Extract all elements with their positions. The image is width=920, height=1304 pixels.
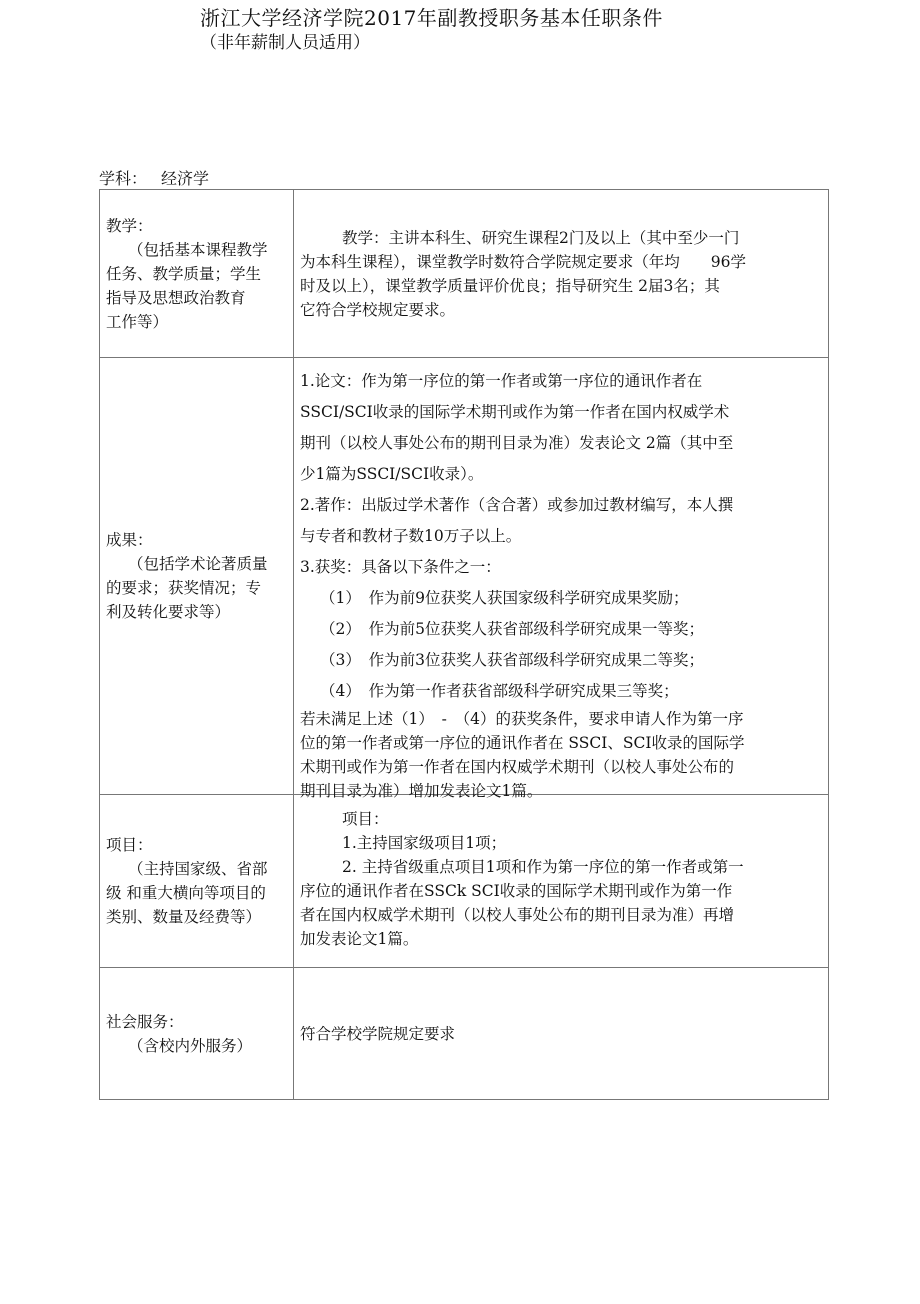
content-line: 它符合学校规定要求。 bbox=[300, 301, 456, 319]
requirements-table bbox=[99, 189, 829, 1100]
category-detail-line: 工作等） bbox=[106, 312, 169, 331]
content-cell-achievements bbox=[294, 358, 829, 800]
category-detail-line: 级 和重大横向等项目的 bbox=[106, 884, 266, 902]
category-title: 教学： bbox=[106, 216, 153, 235]
content-line: 3.获奖：具备以下条件之一： bbox=[300, 558, 501, 576]
content-line: 位的第一作者或第一序位的通讯作者在 SSCI、SCI收录的国际学 bbox=[300, 734, 745, 752]
category-cell-achievements bbox=[100, 358, 294, 794]
subject-value: 经济学 bbox=[161, 169, 210, 188]
content-line: SSCI/SCI收录的国际学术期刊或作为第一作者在国内权威学术 bbox=[300, 403, 730, 421]
content-line: 2. 主持省级重点项目1项和作为第一序位的第一作者或第一 bbox=[342, 858, 744, 876]
content-line: 符合学校学院规定要求 bbox=[300, 1024, 456, 1043]
category-cell-teaching bbox=[100, 190, 294, 357]
content-line: （3） 作为前3位获奖人获省部级科学研究成果二等奖； bbox=[320, 651, 704, 669]
content-line: 期刊（以校人事处公布的期刊目录为准）发表论文 2篇（其中至 bbox=[300, 434, 734, 452]
category-detail-line: （包括学术论著质量 bbox=[128, 555, 268, 573]
document-title: 浙江大学经济学院2017年副教授职务基本任职条件 bbox=[200, 6, 663, 30]
content-cell-projects bbox=[294, 795, 829, 967]
content-cell-social-service bbox=[294, 968, 829, 1099]
content-line: （4） 作为第一作者获省部级科学研究成果三等奖； bbox=[320, 682, 679, 700]
content-line: 教学：主讲本科生、研究生课程2门及以上（其中至少一门 bbox=[342, 229, 740, 247]
content-line: 1.主持国家级项目1项； bbox=[342, 834, 507, 852]
content-cell-teaching bbox=[294, 190, 829, 357]
category-detail-line: （主持国家级、省部 bbox=[128, 860, 268, 878]
category-detail-line: 利及转化要求等） bbox=[106, 603, 231, 621]
document-subtitle: （非年薪制人员适用） bbox=[200, 33, 370, 53]
content-line: （2） 作为前5位获奖人获省部级科学研究成果一等奖； bbox=[320, 620, 704, 638]
category-cell-projects bbox=[100, 795, 294, 967]
category-cell-social-service bbox=[100, 968, 294, 1099]
category-title: 项目： bbox=[106, 836, 153, 854]
subject-line bbox=[99, 166, 209, 189]
category-detail-line: 类别、数量及经费等） bbox=[106, 908, 262, 926]
content-line: 项目： bbox=[342, 810, 389, 828]
table-row-projects bbox=[100, 795, 829, 968]
content-line: 者在国内权威学术期刊（以校人事处公布的期刊目录为准）再增 bbox=[300, 906, 735, 924]
table-row-social-service bbox=[100, 968, 829, 1100]
content-line: 2.著作：出版过学术著作（含合著）或参加过教材编写，本人撰 bbox=[300, 496, 734, 514]
category-detail-line: （包括基本课程教学 bbox=[128, 240, 268, 259]
category-title: 成果： bbox=[106, 531, 153, 549]
category-detail-line: 的要求；获奖情况；专 bbox=[106, 579, 262, 597]
table-row-teaching bbox=[100, 190, 829, 358]
content-line: 若未满足上述（1） - （4）的获奖条件，要求申请人作为第一序 bbox=[300, 710, 744, 728]
content-line: 时及以上），课堂教学质量评价优良；指导研究生 2届3名；其 bbox=[300, 277, 720, 295]
category-detail-line: 任务、教学质量；学生 bbox=[106, 264, 262, 283]
content-line: 1.论文：作为第一序位的第一作者或第一序位的通讯作者在 bbox=[300, 372, 703, 390]
content-line: 少1篇为SSCI/SCI收录）。 bbox=[300, 465, 484, 483]
table-row-achievements bbox=[100, 358, 829, 800]
category-detail-line: （含校内外服务） bbox=[128, 1036, 253, 1055]
content-line: 为本科生课程），课堂教学时数符合学院规定要求（年均 96学 bbox=[300, 253, 746, 271]
category-detail-line: 指导及思想政治教育 bbox=[106, 288, 246, 307]
category-title: 社会服务： bbox=[106, 1012, 184, 1031]
content-line: 术期刊或作为第一作者在国内权威学术期刊（以校人事处公布的 bbox=[300, 758, 735, 776]
subject-label: 学科： bbox=[99, 169, 148, 188]
content-line: 与专者和教材子数10万子以上。 bbox=[300, 527, 522, 545]
content-line: 加发表论文1篇。 bbox=[300, 930, 419, 948]
content-line: 序位的通讯作者在SSCk SCI收录的国际学术期刊或作为第一作 bbox=[300, 882, 733, 900]
content-line: （1） 作为前9位获奖人获国家级科学研究成果奖励； bbox=[320, 589, 689, 607]
content-line: 期刊目录为准）增加发表论文1篇。 bbox=[300, 782, 543, 800]
